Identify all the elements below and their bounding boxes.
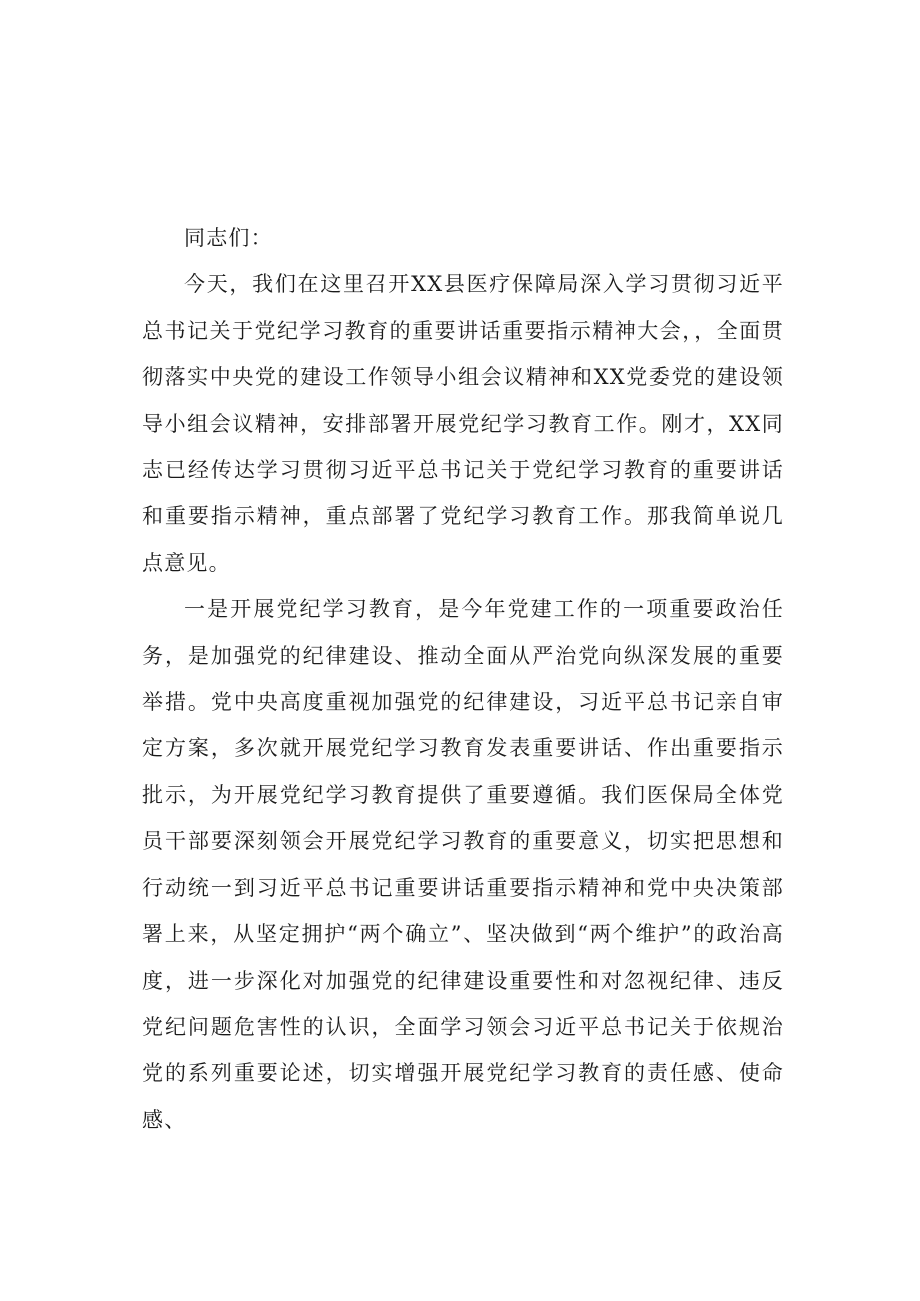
point-one-paragraph: 一是开展党纪学习教育，是今年党建工作的一项重要政治任务，是加强党的纪律建设、推动全面从严治党向纵深发展的重要举措。党中央高度重视加强党的纪律建设，习近平总书记亲自审定方案，多次就开展党纪学习教育发表重要讲话、作出重要指示批示，为开展党纪学习教育提供了重要遵循。我们医保局全体党员干部要深刻领会开展党纪学习教育的重要意义，切实把思想和行动统一到习近平总书记重要讲话重要指示精神和党中央决策部署上来，从坚定拥护“两个确立”、坚决做到“两个维护”的政治高度，进一步深化对加强党的纪律建设重要性和对忽视纪律、违反党纪问题危害性的认识，全面学习领会习近平总书记关于依规治党的系列重要论述，切实增强开展党纪学习教育的责任感、使命感、 — [142, 597, 784, 1132]
salutation: 同志们： — [184, 226, 273, 250]
speech-body — [142, 215, 784, 1143]
opening-paragraph: 今天，我们在这里召开XX县医疗保障局深入学习贯彻习近平总书记关于党纪学习教育的重要讲话重要指示精神大会，，全面贯彻落实中央党的建设工作领导小组会议精神和XX党委党的建设领导小组会议精神，安排部署开展党纪学习教育工作。刚才，XX同志已经传达学习贯彻习近平总书记关于党纪学习教育的重要讲话和重要指示精神，重点部署了党纪学习教育工作。那我简单说几点意见。 — [142, 272, 784, 575]
